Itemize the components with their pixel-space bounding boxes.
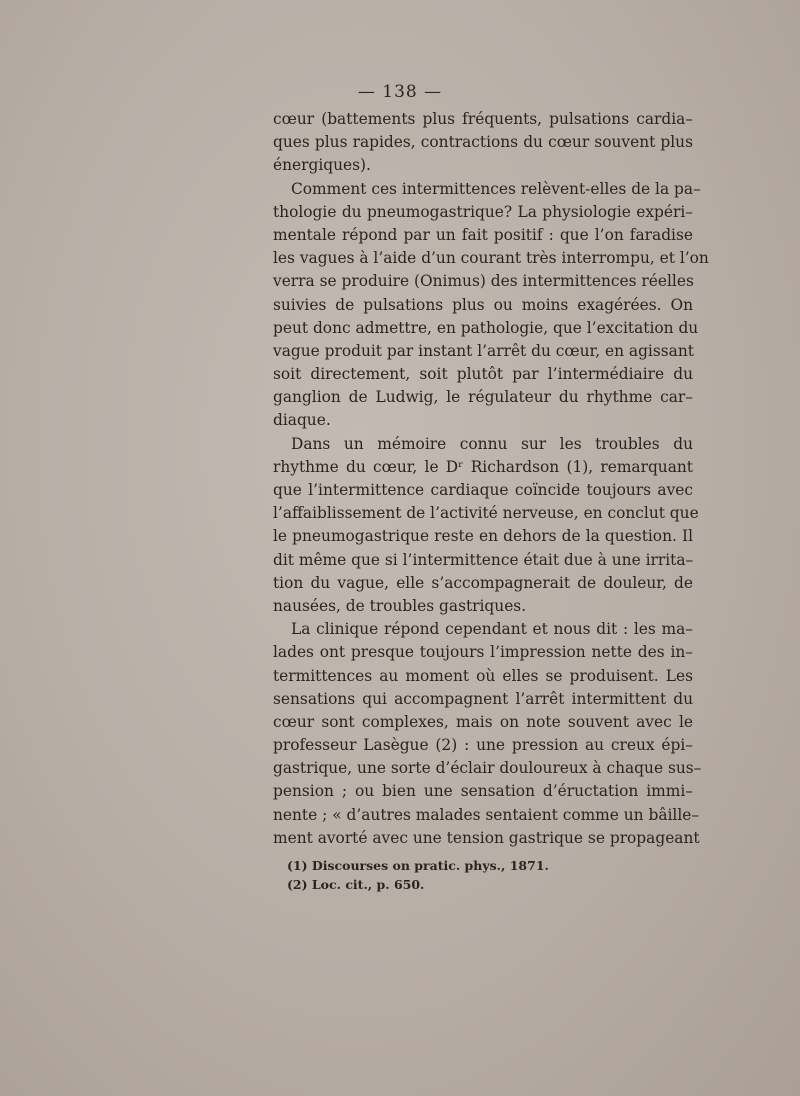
text-line: nausées, de troubles gastriques. <box>273 596 527 615</box>
text-line: termittences au moment où elles se produisent. Les <box>273 666 693 685</box>
text-line: ment avorté avec une tension gastrique se propageant <box>273 828 700 847</box>
text-line: que l’intermittence cardiaque coïncide toujours avec <box>273 481 693 499</box>
text-line: thologie du pneumogastrique? La physiologie expéri– <box>273 202 693 221</box>
text-line: soit directement, soit plutôt par l’intermédiaire du <box>273 365 693 384</box>
text-line: suivies de pulsations plus ou moins exagérées. On <box>273 295 693 314</box>
text-line: diaque. <box>273 411 331 430</box>
text-line: verra se produire (Onimus) des intermittences réelles <box>273 272 694 291</box>
text-line: professeur Lasègue (2) : une pression au creux épi– <box>273 736 693 755</box>
text-line: les vagues à l’aide d’un courant très interrompu, et l’on <box>273 249 709 268</box>
text-line: vague produit par instant l’arrêt du cœur, en agissant <box>273 341 694 360</box>
text-line: sensations qui accompagnent l’arrêt intermittent du <box>273 689 693 708</box>
text-line: rhythme du cœur, le Dʳ Richardson (1), remarquant <box>273 457 693 476</box>
text-line: La clinique répond cependant et nous dit : les ma– <box>291 620 693 639</box>
footnote-1: (1) Discourses on pratic. phys., 1871. <box>287 858 549 873</box>
page-number: — 138 — <box>357 82 443 102</box>
text-line: l’affaiblissement de l’activité nerveuse, en conclut que <box>273 504 699 523</box>
text-line: Comment ces intermittences relèvent-elles de la pa– <box>291 179 701 198</box>
text-line: dit même que si l’intermittence était due à une irrita– <box>273 550 694 569</box>
footnotes <box>287 856 549 894</box>
body-text <box>273 108 709 850</box>
text-line: lades ont presque toujours l’impression nette des in– <box>273 643 693 662</box>
text-line: cœur (battements plus fréquents, pulsations cardia– <box>273 110 693 128</box>
text-line: le pneumogastrique reste en dehors de la question. Il <box>273 527 693 546</box>
text-line: Dans un mémoire connu sur les troubles du <box>291 434 693 453</box>
text-line: cœur sont complexes, mais on note souvent avec le <box>273 712 693 731</box>
text-line: peut donc admettre, en pathologie, que l’excitation du <box>273 318 699 337</box>
text-line: mentale répond par un fait positif : que l’on faradise <box>273 225 693 244</box>
footnote-2: (2) Loc. cit., p. 650. <box>287 877 425 892</box>
text-line: ques plus rapides, contractions du cœur souvent plus <box>273 133 693 152</box>
text-line: pension ; ou bien une sensation d’éructation immi– <box>273 782 693 801</box>
text-line: énergiques). <box>273 156 371 175</box>
text-line: gastrique, une sorte d’éclair douloureux à chaque sus– <box>273 759 702 778</box>
text-line: ganglion de Ludwig, le régulateur du rhythme car– <box>273 388 693 407</box>
text-line: nente ; « d’autres malades sentaient comme un bâille– <box>273 805 700 824</box>
text-line: tion du vague, elle s’accompagnerait de douleur, de <box>273 573 693 592</box>
